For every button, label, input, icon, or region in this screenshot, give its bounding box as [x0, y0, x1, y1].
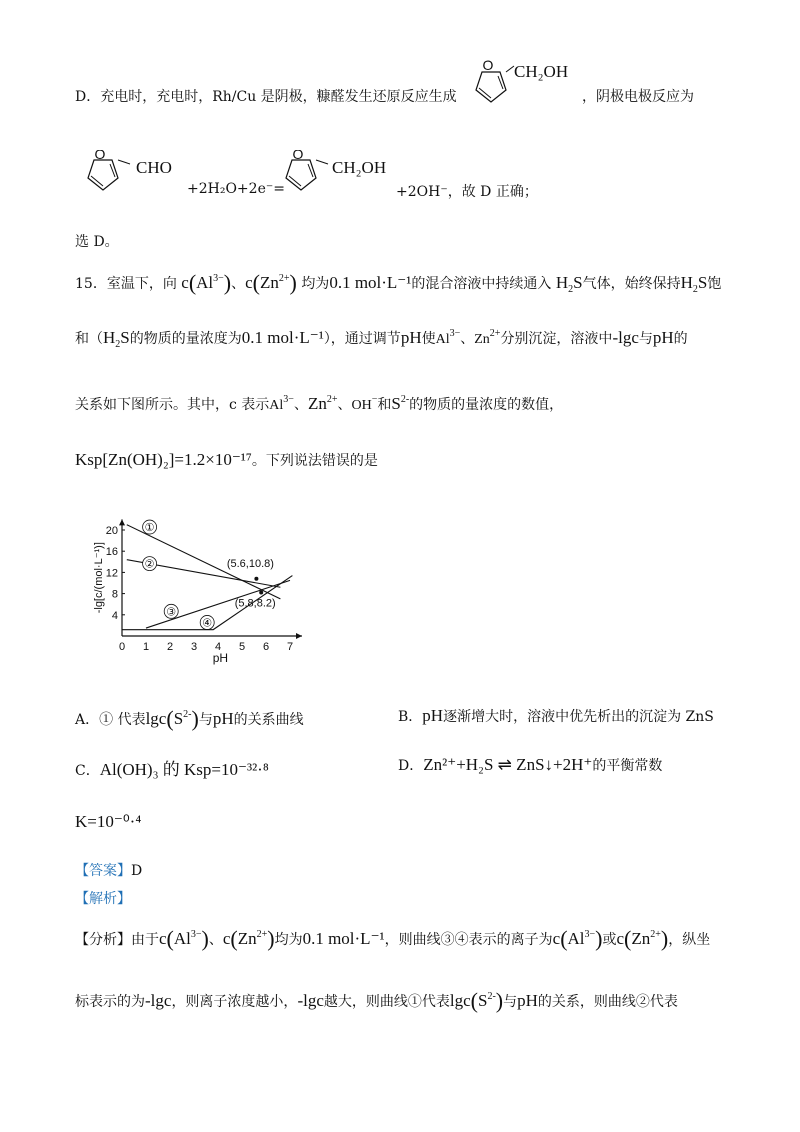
option-d-k: K=10⁻⁰·⁴ [75, 812, 142, 831]
question-15-line-4: Ksp[Zn(OH)₂]=1.2×10⁻¹⁷。下列说法错误的是 [75, 450, 378, 469]
intersection-point-1 [254, 577, 258, 581]
x-tick-label: 7 [286, 641, 294, 653]
x-tick-label: 0 [118, 641, 126, 653]
furfuryl-alcohol-label-2: CH₂OH [332, 158, 387, 177]
equation-middle: +2H₂O+2e⁻= [187, 181, 285, 197]
equation-end: +2OH⁻，故 D 正确； [396, 184, 538, 200]
option-b: B．pH逐渐增大时，溶液中优先析出的沉淀为 ZnS [398, 706, 714, 725]
series-label-3: ③ [166, 606, 177, 619]
analysis-label: 【解析】 [75, 891, 131, 907]
ksp-zn-oh2: Ksp[Zn(OH)₂]=1.2×10⁻¹⁷ [75, 450, 252, 469]
series-label-2: ② [144, 558, 155, 571]
x-tick-label: 4 [214, 641, 222, 653]
furfuryl-alcohol-structure-1 [462, 52, 582, 112]
ph-lgc-chart [90, 500, 330, 675]
x-tick-label: 6 [262, 641, 270, 653]
intersection-point-2 [259, 591, 263, 595]
y-axis-label: -lg[c/(mol·L⁻¹)] [93, 542, 105, 614]
furfuryl-alcohol-label-1: CH₂OH [514, 62, 569, 81]
x-tick-label: 1 [142, 641, 150, 653]
point-label-1: (5.6,10.8) [226, 557, 274, 570]
x-tick-label: 5 [238, 641, 246, 653]
option-a: A．① 代表$\lg c(S^{2-})$与pH的关系曲线 [75, 706, 304, 731]
x-tick-label: 2 [166, 641, 174, 653]
point-label-2: (5.8,8.2) [234, 597, 276, 610]
y-axis-arrow [119, 519, 125, 525]
series-label-1: ① [144, 522, 155, 535]
svg-text:O: O [482, 57, 494, 73]
option-c: C．Al(OH)₃ 的 Ksp=10⁻³²·⁸ [75, 760, 269, 779]
d-option-prefix: D．充电时，充电时，Rh/Cu 是阴极，糠醛发生还原反应生成 [75, 89, 457, 105]
option-d: D．Zn²⁺+H₂S ⇌ ZnS↓+2H⁺的平衡常数 [398, 755, 663, 774]
analysis-line-1: 【分析】由于$c(Al^{3-})$、$c(Zn^{2+})$均为0.1 mol·L⁻¹，则曲线③④表示的离子为$c(Al^{3-})$或$c(Zn^{2+})$，纵坐 [75, 926, 711, 951]
svg-text:O: O [94, 150, 106, 162]
answer: 【答案】D [75, 863, 143, 879]
analysis-line-2: 标表示的为-lgc，则离子浓度越小，-lgc越大，则曲线①代表$\lg c(S^{2-})$与pH的关系，则曲线②代表 [75, 988, 678, 1013]
y-tick-label: 20 [105, 525, 118, 537]
d-option-suffix: ，阴极电极反应为 [582, 89, 694, 105]
question-15-line-1: 15．室温下，向 $c(Al^{3-})$、$c(Zn^{2+})$ 均为0.1 mol·L⁻¹的混合溶液中持续通入 $H_2S$气体，始终保持$H_2S$饱 [75, 270, 722, 295]
y-tick-label: 12 [105, 567, 118, 580]
series-label-4: ④ [202, 617, 213, 630]
question-15-line-2: 和（$H_2S$的物质的量浓度为0.1 mol·L⁻¹），通过调节pH使$Al^{3-}$、$Zn^{2+}$分别沉淀，溶液中-lgc与pH的 [75, 328, 688, 350]
y-tick-label: 8 [111, 588, 118, 601]
choose-answer: 选 D。 [75, 234, 119, 250]
svg-text:O: O [292, 150, 304, 162]
y-tick-label: 4 [111, 609, 118, 622]
x-axis-arrow [296, 633, 302, 639]
furfural-label: CHO [136, 158, 172, 177]
question-15-line-3: 关系如下图所示。其中，c 表示$Al^{3-}$、$Zn^{2+}$、OH−和$S^{2-}$的物质的量浓度的数值， [75, 394, 564, 413]
question-number: 15． [75, 276, 107, 292]
x-axis-label: pH [212, 651, 229, 665]
y-tick-label: 16 [105, 546, 118, 559]
x-tick-label: 3 [190, 641, 198, 653]
